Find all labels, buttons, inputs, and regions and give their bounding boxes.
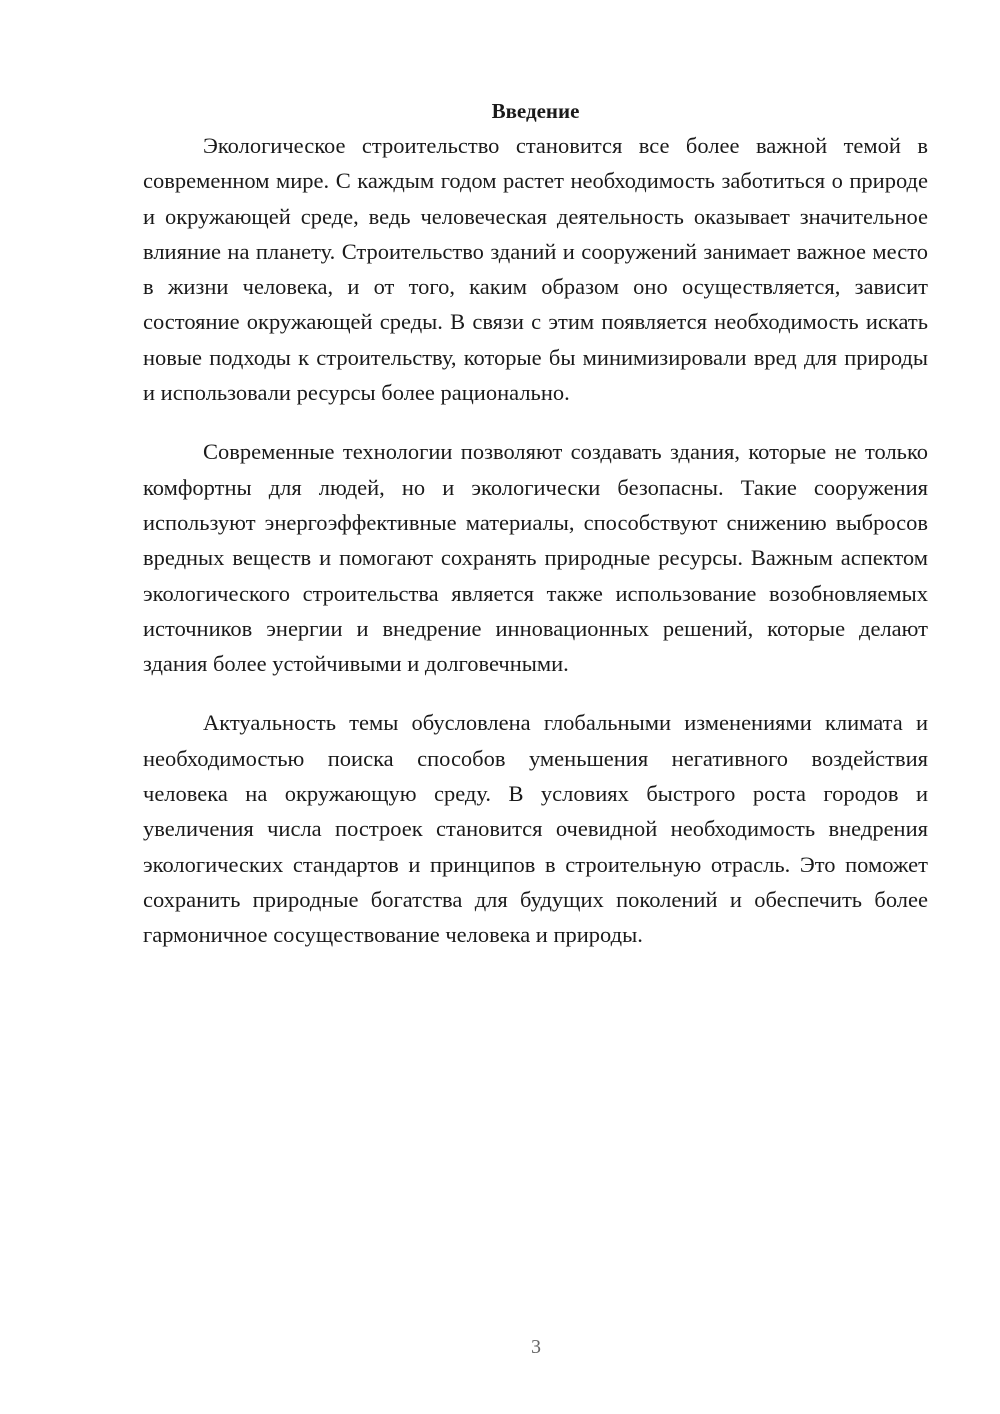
page-number: 3 xyxy=(531,1336,541,1358)
paragraph-3: Актуальность темы обусловлена глобальными изменениями климата и необходимостью поиска способов уменьшения негативного воздействия человека на окружающую среду. В условиях быстрого роста городов и увеличения числа построек становится очевидной необходимость внедрения экологических стандартов и принципов в строительную отрасль. Это поможет сохранить природные богатства для будущих поколений и обеспечить более гармоничное сосуществование человека и природы. xyxy=(143,710,928,948)
page-content xyxy=(143,96,928,977)
paragraph-2: Современные технологии позволяют создавать здания, которые не только комфортны для людей, но и экологически безопасны. Такие сооружения используют энергоэффективные материалы, способствуют снижению выбросов вредных веществ и помогают сохранять природные ресурсы. Важным аспектом экологического строительства является также использование возобновляемых источников энергии и внедрение инновационных решений, которые делают здания более устойчивыми и долговечными. xyxy=(143,439,928,677)
paragraph-1: Экологическое строительство становится все более важной темой в современном мире. С каждым годом растет необходимость заботиться о природе и окружающей среде, ведь человеческая деятельность оказывает значительное влияние на планету. Строительство зданий и сооружений занимает важное место в жизни человека, и от того, каким образом оно осуществляется, зависит состояние окружающей среды. В связи с этим появляется необходимость искать новые подходы к строительству, которые бы минимизировали вред для природы и использовали ресурсы более рационально. xyxy=(143,133,928,406)
section-title: Введение xyxy=(491,99,580,123)
